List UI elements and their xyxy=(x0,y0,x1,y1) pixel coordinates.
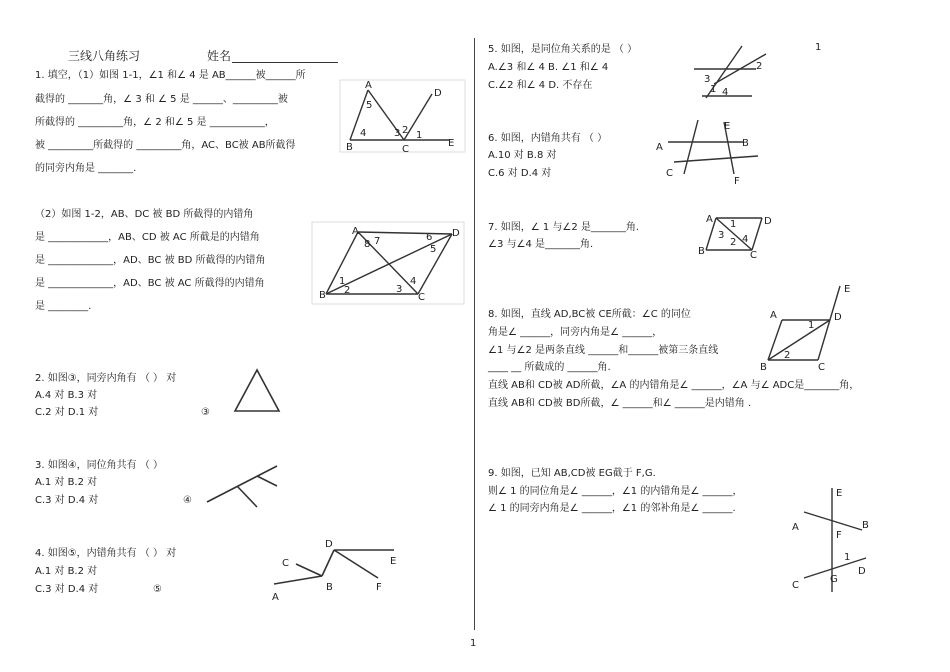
figure-q8 xyxy=(760,280,860,376)
fig1-angle-5: 5 xyxy=(366,100,373,111)
name-blank-line xyxy=(232,62,338,63)
fig1-angle-2: 2 xyxy=(402,125,409,136)
fig12-label-B: B xyxy=(319,290,326,301)
figure-3-triangle xyxy=(232,367,282,414)
q7-line2: ∠3 与∠4 是_______角. xyxy=(488,239,594,250)
fig-q6-label-E: E xyxy=(724,121,731,132)
fig12-angle-2: 2 xyxy=(344,285,351,296)
fig12-angle-5: 5 xyxy=(430,244,437,255)
q1-line3: 所截得的 _________角，∠ 2 和∠ 5 是 ___________， xyxy=(35,117,275,128)
column-divider xyxy=(474,38,475,630)
fig-q6-label-F: F xyxy=(734,176,740,187)
name-label: 姓名 xyxy=(207,49,232,63)
q1b-line1: （2）如图 1-2，AB、DC 被 BD 所截得的内错角 xyxy=(35,209,254,220)
q8-line4: ____ __ 所截成的 ______角. xyxy=(488,362,611,373)
fig-q9-label-B: B xyxy=(862,520,869,531)
page-corner-number: 1 xyxy=(815,42,822,53)
fig-q7-label-C: C xyxy=(750,250,757,261)
q8-line3: ∠1 与∠2 是两条直线 ______和______被第三条直线 xyxy=(488,345,719,356)
fig1-label-B: B xyxy=(346,142,353,153)
fig-q8-angle-1: 1 xyxy=(808,320,815,331)
q7-line1: 7. 如图，∠ 1 与∠2 是_______角. xyxy=(488,222,640,233)
fig5-label-D: D xyxy=(325,539,333,550)
fig-q8-label-C: C xyxy=(818,362,825,373)
q2-figure-marker: ③ xyxy=(201,407,210,418)
figure-q6 xyxy=(654,116,766,186)
q4-line2: A.1 对 B.2 对 xyxy=(35,566,98,577)
fig5-label-B: B xyxy=(326,582,333,593)
q6-line2: A.10 对 B.8 对 xyxy=(488,150,557,161)
figure-1-1 xyxy=(340,80,465,155)
fig1-angle-4: 4 xyxy=(360,128,367,139)
fig-q5-angle-4: 4 xyxy=(722,87,729,98)
q4-line3: C.3 对 D.4 对 xyxy=(35,584,99,595)
fig12-angle-4: 4 xyxy=(410,276,417,287)
fig-q9-label-F: F xyxy=(836,530,842,541)
fig-q6-label-A: A xyxy=(656,142,663,153)
q1b-line2: 是 ____________，AB、CD 被 AC 所截是的内错角 xyxy=(35,232,260,243)
fig-q5-angle-2: 2 xyxy=(756,61,763,72)
fig-q9-label-D: D xyxy=(858,566,866,577)
q1b-line5: 是 ________. xyxy=(35,301,92,312)
fig-q7-label-A: A xyxy=(706,214,713,225)
q1-line1: 1. 填空，（1）如图 1-1，∠1 和∠ 4 是 AB______被______所 xyxy=(35,70,306,81)
fig-q8-label-D: D xyxy=(834,312,842,323)
q8-line6: 直线 AB和 CD被 BD所截，∠ ______和∠ ______是内错角 . xyxy=(488,398,752,409)
q9-line2: 则∠ 1 的同位角是∠ ______，∠1 的内错角是∠ ______， xyxy=(488,486,743,497)
figure-q9 xyxy=(790,484,880,594)
q1-line4: 被 _________所截得的 _________角，AC、BC被 AB所截得 xyxy=(35,140,296,151)
fig1-label-A: A xyxy=(365,80,372,91)
fig-q9-label-C: C xyxy=(792,580,799,591)
worksheet-title: 三线八角练习 xyxy=(68,49,141,63)
q3-line2: A.1 对 B.2 对 xyxy=(35,477,98,488)
q4-figure-marker: ⑤ xyxy=(153,584,162,595)
fig-q7-label-D: D xyxy=(764,216,772,227)
q6-line3: C.6 对 D.4 对 xyxy=(488,168,552,179)
fig12-angle-7: 7 xyxy=(374,236,381,247)
fig5-label-F: F xyxy=(376,582,382,593)
q3-line3: C.3 对 D.4 对 xyxy=(35,495,99,506)
q5-line3: C.∠2 和∠ 4 D. 不存在 xyxy=(488,80,593,91)
fig-q5-angle-1: 1 xyxy=(710,84,717,95)
fig-q7-angle-3: 3 xyxy=(718,230,725,241)
q8-line2: 角是∠ ______，同旁内角是∠ ______， xyxy=(488,327,663,338)
q5-line2: A.∠3 和∠ 4 B. ∠1 和∠ 4 xyxy=(488,62,609,73)
q2-line3: C.2 对 D.1 对 xyxy=(35,407,99,418)
fig1-angle-1: 1 xyxy=(416,130,423,141)
fig-q9-angle-1: 1 xyxy=(844,552,851,563)
q8-line5: 直线 AB和 CD被 AD所截，∠A 的内错角是∠ ______，∠A 与∠ ADC是_______角， xyxy=(488,380,860,391)
fig5-label-E: E xyxy=(390,556,397,567)
fig5-label-A: A xyxy=(272,592,279,603)
fig1-label-E: E xyxy=(448,138,455,149)
fig-q7-angle-1: 1 xyxy=(730,219,737,230)
figure-5-lines xyxy=(268,536,408,602)
fig-q7-label-B: B xyxy=(698,246,705,257)
q3-line1: 3. 如图④，同位角共有 （ ） xyxy=(35,460,164,471)
fig-q6-label-C: C xyxy=(666,168,673,179)
fig12-angle-8: 8 xyxy=(364,239,371,250)
q9-line3: ∠ 1 的同旁内角是∠ ______，∠1 的邻补角是∠ ______. xyxy=(488,503,736,514)
fig1-label-C: C xyxy=(402,144,409,155)
fig-q7-angle-4: 4 xyxy=(742,234,749,245)
q1b-line4: 是 _____________，AD、BC 被 AC 所截得的内错角 xyxy=(35,278,265,289)
fig-q7-angle-2: 2 xyxy=(730,237,737,248)
figure-4-lines xyxy=(205,462,280,510)
q1-line5: 的同旁内角是 _______. xyxy=(35,163,137,174)
q2-line1: 2. 如图③，同旁内角有 （ ） 对 xyxy=(35,373,177,384)
figure-q5 xyxy=(690,44,770,100)
fig12-label-C: C xyxy=(418,292,425,303)
figure-1-2 xyxy=(312,222,464,304)
fig1-angle-3: 3 xyxy=(394,128,401,139)
fig12-angle-1: 1 xyxy=(339,276,346,287)
q4-line1: 4. 如图⑤，内错角共有 （ ） 对 xyxy=(35,548,177,559)
q6-line1: 6. 如图，内错角共有 （ ） xyxy=(488,133,608,144)
fig-q9-label-G: G xyxy=(830,574,838,585)
q1b-line3: 是 _____________，AD、BC 被 BD 所截得的内错角 xyxy=(35,255,266,266)
fig-q8-label-B: B xyxy=(760,362,767,373)
fig12-angle-6: 6 xyxy=(426,232,433,243)
fig-q8-label-A: A xyxy=(770,310,777,321)
fig5-label-C: C xyxy=(282,558,289,569)
q1-line2: 截得的 _______角，∠ 3 和 ∠ 5 是 ______、_________被 xyxy=(35,94,288,105)
figure-q7 xyxy=(696,212,776,260)
fig-q5-angle-3: 3 xyxy=(704,74,711,85)
q8-line1: 8. 如图，直线 AD,BC被 CE所截：∠C 的同位 xyxy=(488,309,691,320)
q5-line1: 5. 如图，是同位角关系的是 （ ） xyxy=(488,44,638,55)
fig12-label-D: D xyxy=(452,228,460,239)
fig-q9-label-E: E xyxy=(836,488,843,499)
q3-figure-marker: ④ xyxy=(183,495,192,506)
fig-q9-label-A: A xyxy=(792,522,799,533)
fig-q6-label-B: B xyxy=(742,138,749,149)
fig1-label-D: D xyxy=(434,88,442,99)
fig-q8-label-E: E xyxy=(844,284,851,295)
fig-q8-angle-2: 2 xyxy=(784,350,791,361)
fig12-angle-3: 3 xyxy=(396,284,403,295)
page-footer-number: 1 xyxy=(470,638,477,649)
q9-line1: 9. 如图，已知 AB,CD被 EG截于 F,G. xyxy=(488,468,656,479)
q2-line2: A.4 对 B.3 对 xyxy=(35,390,98,401)
fig12-label-A: A xyxy=(352,226,359,237)
